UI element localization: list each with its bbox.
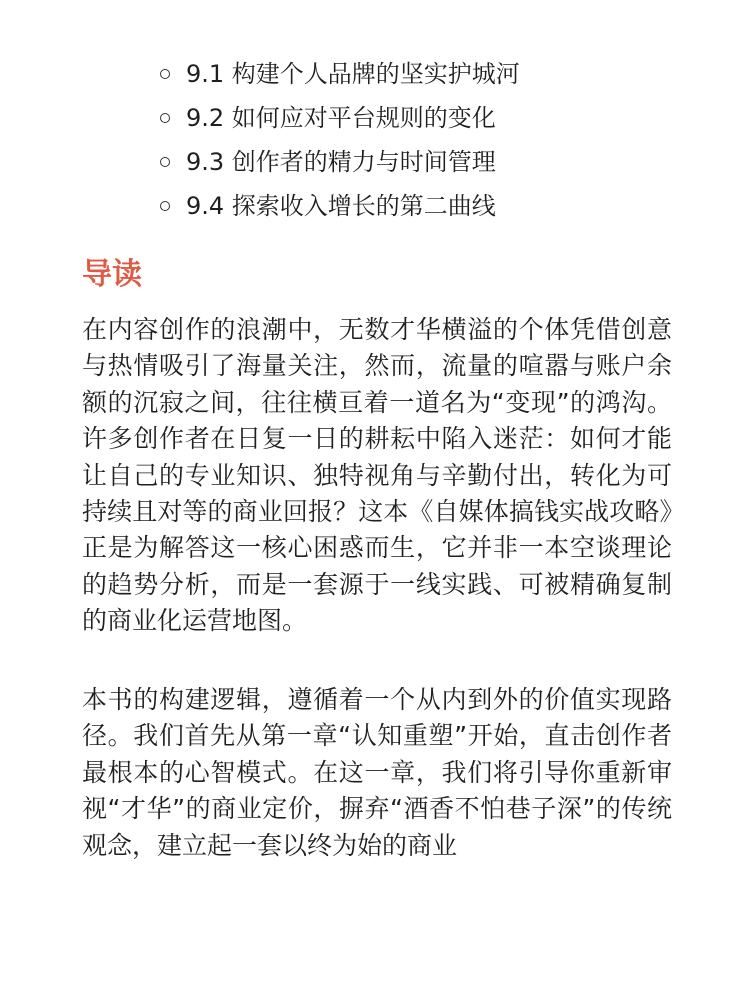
circle-bullet-icon (160, 157, 170, 167)
toc-item-label: 9.4 探索收入增长的第二曲线 (186, 192, 496, 220)
paragraph-intro: 在内容创作的浪潮中，无数才华横溢的个体凭借创意与热情吸引了海量关注，然而，流量的喧嚣与账户余额的沉寂之间，往往横亘着一道名为“变现”的鸿沟。许多创作者在日复一日的耕耘中陷入迷茫：如何才能让自己的专业知识、独特视角与辛勤付出，转化为可持续且对等的商业回报？这本《自媒体搞钱实战攻略》正是为解答这一核心困惑而生，它并非一本空谈理论的趋势分析，而是一套源于一线实践、可被精确复制的商业化运营地图。 (82, 315, 672, 636)
table-of-contents (160, 52, 520, 228)
toc-item[interactable] (160, 96, 520, 140)
toc-item[interactable] (160, 140, 520, 184)
toc-item[interactable] (160, 52, 520, 96)
toc-item-label: 9.1 构建个人品牌的坚实护城河 (186, 60, 520, 88)
circle-bullet-icon (160, 69, 170, 79)
section-heading: 导读 (82, 257, 142, 292)
toc-item-label: 9.3 创作者的精力与时间管理 (186, 148, 496, 176)
toc-item-label: 9.2 如何应对平台规则的变化 (186, 104, 496, 132)
circle-bullet-icon (160, 113, 170, 123)
toc-item[interactable] (160, 184, 520, 228)
circle-bullet-icon (160, 201, 170, 211)
paragraph-structure: 本书的构建逻辑，遵循着一个从内到外的价值实现路径。我们首先从第一章“认知重塑”开始，直击创作者最根本的心智模式。在这一章，我们将引导你重新审视“才华”的商业定价，摒弃“酒香不怕巷子深”的传统观念，建立起一套以终为始的商业 (82, 685, 672, 860)
